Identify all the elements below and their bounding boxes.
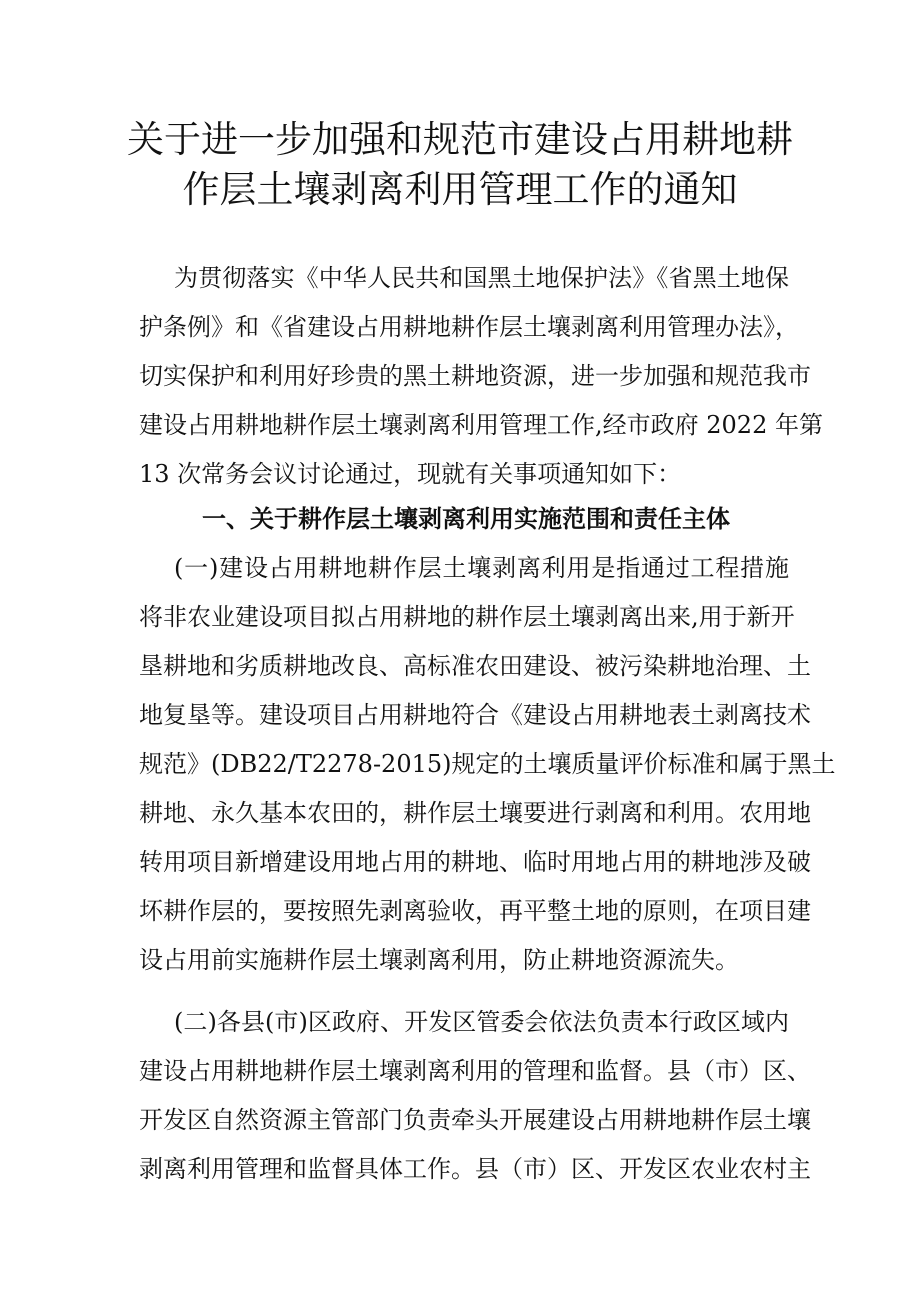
paragraph-1-line-5: 规范》(DB22/T2278-2015)规定的土壤质量评价标准和属于黑土 — [139, 750, 836, 778]
paragraph-2-line-4: 剥离利用管理和监督具体工作。县（市）区、开发区农业农村主 — [139, 1155, 811, 1183]
paragraph-1-line-3: 垦耕地和劣质耕地改良、高标准农田建设、被污染耕地治理、土 — [139, 652, 811, 680]
paragraph-1-line-4: 地复垦等。建设项目占用耕地符合《建设占用耕地表土剥离技术 — [139, 701, 811, 729]
intro-line-1: 为贯彻落实《中华人民共和国黑土地保护法》《省黑土地保 — [174, 264, 789, 292]
paragraph-1-line-1: (一)建设占用耕地耕作层土壤剥离利用是指通过工程措施 — [174, 554, 789, 582]
paragraph-2-line-3: 开发区自然资源主管部门负责牵头开展建设占用耕地耕作层土壤 — [139, 1106, 811, 1134]
document-title-line-1: 关于进一步加强和规范市建设占用耕地耕 — [127, 118, 793, 161]
paragraph-1-line-7: 转用项目新增建设用地占用的耕地、临时用地占用的耕地涉及破 — [139, 848, 811, 876]
paragraph-1-line-9: 设占用前实施耕作层土壤剥离利用，防止耕地资源流失。 — [139, 946, 739, 974]
paragraph-2-line-2: 建设占用耕地耕作层土壤剥离利用的管理和监督。县（市）区、 — [139, 1057, 811, 1085]
intro-line-3: 切实保护和利用好珍贵的黑土耕地资源，进一步加强和规范我市 — [139, 362, 811, 390]
paragraph-2-line-1: (二)各县(市)区政府、开发区管委会依法负责本行政区域内 — [174, 1008, 789, 1036]
paragraph-1-line-8: 坏耕作层的，要按照先剥离验收，再平整土地的原则，在项目建 — [139, 897, 811, 925]
paragraph-1-line-6: 耕地、永久基本农田的，耕作层土壤要进行剥离和利用。农用地 — [139, 799, 811, 827]
intro-line-4: 建设占用耕地耕作层土壤剥离利用管理工作,经市政府 2022 年第 — [139, 411, 823, 439]
intro-line-2: 护条例》和《省建设占用耕地耕作层土壤剥离利用管理办法》， — [139, 313, 799, 341]
document-title-line-2: 作层土壤剥离利用管理工作的通知 — [182, 168, 738, 211]
paragraph-1-line-2: 将非农业建设项目拟占用耕地的耕作层土壤剥离出来,用于新开 — [139, 603, 795, 631]
intro-line-5: 13 次常务会议讨论通过，现就有关事项通知如下： — [139, 460, 682, 488]
section-heading: 一、关于耕作层土壤剥离利用实施范围和责任主体 — [202, 505, 730, 533]
